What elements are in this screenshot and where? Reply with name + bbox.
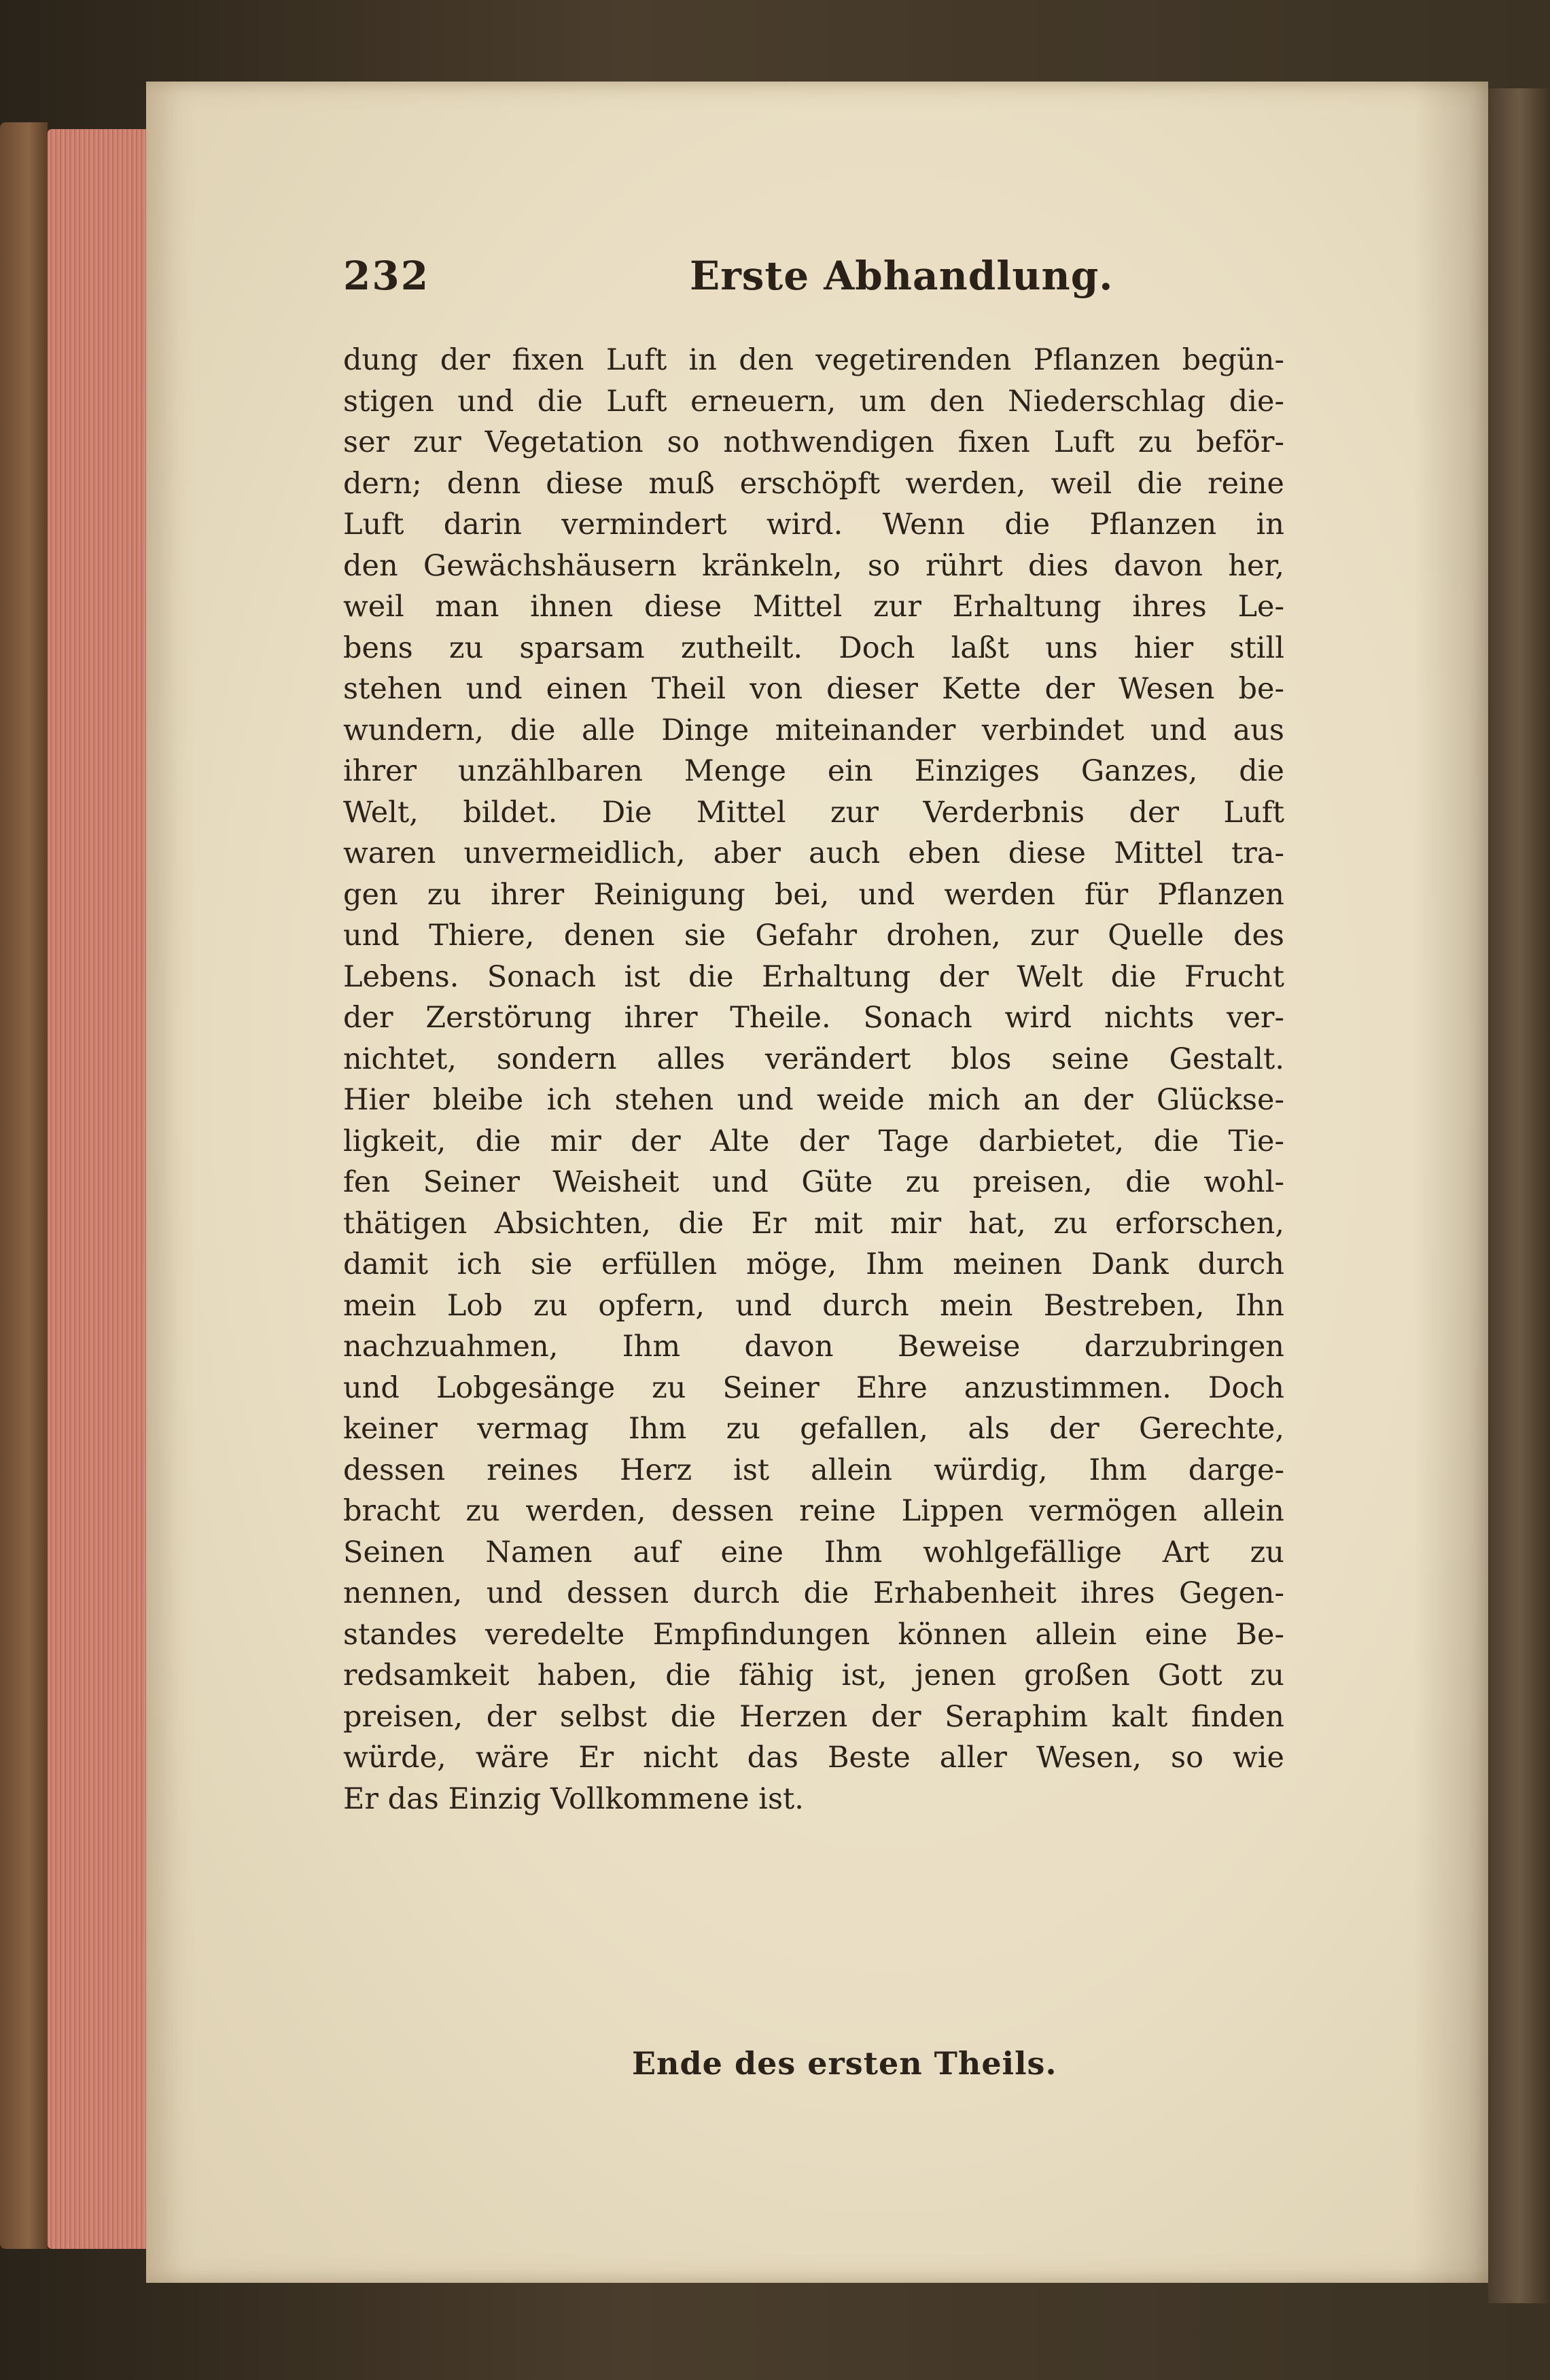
text-line: waren unvermeidlich, aber auch eben diese Mittel tra-	[343, 836, 1284, 870]
text-line: bracht zu werden, dessen reine Lippen vermögen allein	[343, 1494, 1284, 1528]
text-line: der Zerstörung ihrer Theile. Sonach wird nichts ver-	[343, 1001, 1284, 1035]
running-head: Erste Abhandlung.	[690, 253, 1114, 299]
text-line: dessen reines Herz ist allein würdig, Ihm darge-	[343, 1453, 1284, 1487]
text-line: nichtet, sondern alles verändert blos seine Gestalt.	[343, 1042, 1284, 1076]
text-line: Er das Einzig Vollkommene ist.	[343, 1781, 804, 1816]
text-line: ligkeit, die mir der Alte der Tage darbietet, die Tie-	[343, 1124, 1284, 1158]
text-line: würde, wäre Er nicht das Beste aller Wesen, so wie	[343, 1741, 1284, 1775]
page-number: 232	[343, 253, 430, 299]
text-line: nennen, und dessen durch die Erhabenheit ihres Gegen-	[343, 1576, 1284, 1610]
text-line: nachzuahmen, Ihm davon Beweise darzubringen	[343, 1330, 1284, 1364]
text-line: den Gewächshäusern kränkeln, so rührt dies davon her,	[343, 548, 1284, 583]
text-line: ser zur Vegetation so nothwendigen fixen Luft zu beför-	[343, 425, 1284, 459]
text-line: dung der fixen Luft in den vegetirenden Pflanzen begün-	[343, 343, 1284, 377]
end-note: Ende des ersten Theils.	[632, 2045, 1057, 2082]
text-line: und Lobgesänge zu Seiner Ehre anzustimmen. Doch	[343, 1370, 1284, 1405]
page-header	[343, 253, 1308, 327]
text-line: weil man ihnen diese Mittel zur Erhaltung ihres Le-	[343, 590, 1284, 624]
book-cover-left	[0, 122, 48, 2249]
text-line: und Thiere, denen sie Gefahr drohen, zur Quelle des	[343, 919, 1284, 953]
text-line: Hier bleibe ich stehen und weide mich an der Glückse-	[343, 1083, 1284, 1117]
body-text	[343, 340, 1284, 1819]
text-line: mein Lob zu opfern, und durch mein Bestreben, Ihn	[343, 1288, 1284, 1323]
text-line: Seinen Namen auf eine Ihm wohlgefällige Art zu	[343, 1535, 1284, 1569]
text-line: standes veredelte Empfindungen können allein eine Be-	[343, 1617, 1284, 1652]
text-line: fen Seiner Weisheit und Güte zu preisen, die wohl-	[343, 1165, 1284, 1199]
text-line: dern; denn diese muß erschöpft werden, weil die reine	[343, 466, 1284, 501]
text-line: thätigen Absichten, die Er mit mir hat, zu erforschen,	[343, 1206, 1284, 1241]
text-line: preisen, der selbst die Herzen der Seraphim kalt finden	[343, 1699, 1284, 1734]
text-line: stehen und einen Theil von dieser Kette der Wesen be-	[343, 672, 1284, 706]
text-line: bens zu sparsam zutheilt. Doch laßt uns hier still	[343, 630, 1284, 665]
text-line: redsamkeit haben, die fähig ist, jenen großen Gott zu	[343, 1658, 1284, 1692]
text-line: gen zu ihrer Reinigung bei, und werden für Pflanzen	[343, 877, 1284, 912]
gutter-shadow	[1413, 82, 1488, 2283]
text-line: wundern, die alle Dinge miteinander verbindet und aus	[343, 713, 1284, 747]
book-cover-right	[1488, 88, 1550, 2303]
page-edges	[48, 129, 149, 2249]
text-line: stigen und die Luft erneuern, um den Niederschlag die-	[343, 384, 1284, 419]
text-line: Lebens. Sonach ist die Erhaltung der Welt die Frucht	[343, 959, 1284, 994]
text-line: ihrer unzählbaren Menge ein Einziges Ganzes, die	[343, 754, 1284, 788]
text-line: damit ich sie erfüllen möge, Ihm meinen Dank durch	[343, 1247, 1284, 1281]
text-line: keiner vermag Ihm zu gefallen, als der Gerechte,	[343, 1412, 1284, 1446]
text-line: Welt, bildet. Die Mittel zur Verderbnis der Luft	[343, 795, 1284, 830]
text-line: Luft darin vermindert wird. Wenn die Pflanzen in	[343, 508, 1284, 541]
